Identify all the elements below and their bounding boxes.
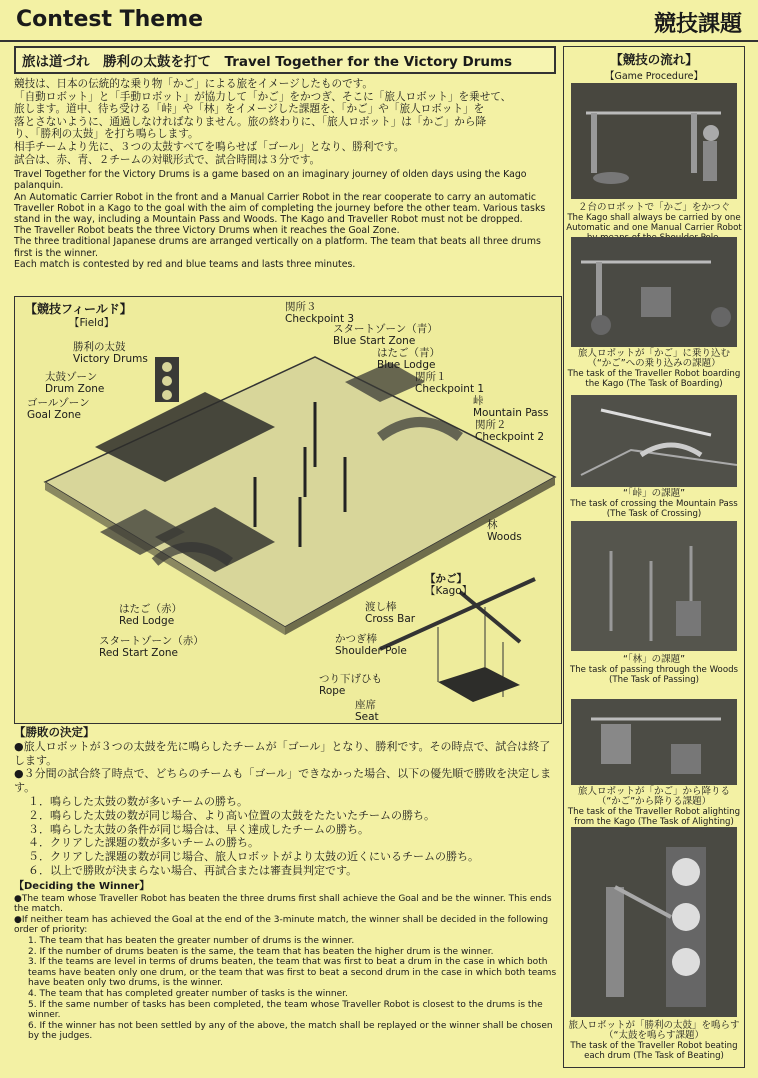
procedure-photo-alighting bbox=[571, 699, 737, 785]
procedure-caption-5 bbox=[566, 787, 742, 827]
label-jp: 峠 bbox=[473, 395, 484, 407]
procedure-caption-2 bbox=[566, 349, 742, 389]
intro-en-line: An Automatic Carrier Robot in the front and a Manual Carrier Robot in the rear cooperate to carry an automatic Traveller Robot in a Kago to the goal with the aim of completing the journey before the other team. Various tasks stand in the way, including a Mountain Pass and Woods. The Kago and Traveller Robot must not be dropped. bbox=[14, 191, 546, 225]
rules-en-item: 5. If the same number of tasks has been completed, the team whose Traveller Robot is closest to the drums is the winner. bbox=[28, 999, 543, 1021]
label-jp: 太鼓ゾーン bbox=[45, 371, 98, 383]
intro-jp-line: 相手チームより先に、３つの太鼓すべてを鳴らせば「ゴール」となり、勝利です。 bbox=[14, 140, 405, 153]
rules-jp-item: ４．クリアした課題の数が多いチームの勝ち。 bbox=[28, 836, 259, 850]
label-jp: つり下げひも bbox=[319, 673, 382, 685]
intro-jp-line: り、「勝利の太鼓」を打ち鳴らします。 bbox=[14, 128, 199, 141]
label-en: Checkpoint 1 bbox=[415, 383, 485, 395]
caption-jp: 旅人ロボットが「かご」から降りる bbox=[577, 786, 730, 797]
caption-en: The task of the Traveller Robot alighting from the Kago (The Task of Alighting) bbox=[567, 807, 741, 827]
contest-theme-title: Contest Theme bbox=[16, 7, 204, 32]
label-en: 【Kago】 bbox=[425, 585, 473, 597]
intro-jp-line: 落とさないように、通過しなければなりません。旅の終わりに、「旅人ロボット」は「かご」から降 bbox=[14, 115, 487, 128]
label-jp: はたご（青） bbox=[377, 347, 440, 359]
rules-en-item: 3. If the teams are level in terms of drums beaten, the team that was first to beat a drum in the case in which both teams have beaten only one drum, or the team that was first to beat a second drum in the case in which both teams have beaten only two drums, is the winner. bbox=[28, 957, 557, 989]
drum-icon bbox=[162, 390, 172, 400]
label-en: Seat bbox=[355, 711, 379, 723]
drum-zone-label bbox=[45, 371, 104, 395]
caption-jp: （“太鼓を鳴らす課題） bbox=[604, 1030, 704, 1041]
procedure-photo-woods bbox=[571, 521, 737, 651]
procedure-sidebar bbox=[563, 46, 745, 1068]
procedure-photo-carrying bbox=[571, 83, 737, 199]
procedure-photo-boarding bbox=[571, 237, 737, 347]
intro-jp-line: 旅します。道中、待ち受ける「峠」や「林」をイメージした課題を、「かご」や「旅人ロボット」を bbox=[14, 103, 485, 116]
procedure-caption-6 bbox=[566, 1021, 742, 1061]
procedure-caption-3 bbox=[566, 489, 742, 519]
intro-jp-line: 試合は、赤、青、２チームの対戦形式で、試合時間は３分です。 bbox=[14, 153, 321, 166]
woods-icon bbox=[571, 521, 737, 651]
caption-en: The task of crossing the Mountain Pass (The Task of Crossing) bbox=[570, 499, 738, 519]
caption-jp: 旅人ロボットが「勝利の太鼓」を鳴らす bbox=[568, 1020, 740, 1031]
caption-jp: “「林」の課題” bbox=[622, 654, 686, 665]
caption-jp: ２台のロボットで「かご」をかつぐ bbox=[577, 202, 730, 213]
label-en: Cross Bar bbox=[365, 613, 416, 625]
cross-bar-label bbox=[365, 601, 415, 625]
label-jp: 関所３ bbox=[285, 301, 317, 313]
intro-heading: 旅は道づれ 勝利の太鼓を打て Travel Together for the Victory Drums bbox=[14, 46, 556, 74]
label-en: Blue Lodge bbox=[377, 359, 436, 371]
rules-jp-bullet: ●３分間の試合終了時点で、どちらのチームも「ゴール」できなかった場合、以下の優先順で勝敗を決定します。 bbox=[14, 767, 552, 795]
label-en: Mountain Pass bbox=[473, 407, 549, 419]
rules-en-bullet: ●The team whose Traveller Robot has beaten the three drums first shall achieve the Goal and be the winner. This ends the match. bbox=[14, 893, 552, 915]
caption-en: The task of the Traveller Robot boarding the Kago (The Task of Boarding) bbox=[567, 369, 741, 389]
seat-shape bbox=[438, 667, 520, 702]
rules-jp-item: ５．クリアした課題の数が同じ場合、旅人ロボットがより太鼓の近くにいるチームの勝ち。 bbox=[28, 850, 479, 864]
label-en: Victory Drums bbox=[73, 353, 148, 365]
checkpoint3-label bbox=[285, 301, 354, 325]
procedure-title-en: 【Game Procedure】 bbox=[604, 71, 704, 82]
rules-en-bullet: ●If neither team has achieved the Goal at the end of the 3-minute match, the winner shall be decided in the following order of priority: bbox=[14, 914, 549, 936]
seat-label bbox=[355, 699, 379, 723]
intro-jp-line: 「自動ロボット」と「手動ロボット」が協力して「かご」をかつぎ、そこに「旅人ロボット」を乗せて、 bbox=[14, 90, 512, 103]
intro-en-line: Each match is contested by red and blue teams and lasts three minutes. bbox=[14, 258, 356, 270]
rules-jp-item: ２．鳴らした太鼓の数が同じ場合、より高い位置の太鼓をたたいたチームの勝ち。 bbox=[28, 808, 435, 822]
label-en: Drum Zone bbox=[45, 383, 105, 395]
label-en: Woods bbox=[487, 531, 522, 543]
label-en: Red Start Zone bbox=[99, 647, 179, 659]
drum-icon bbox=[162, 362, 172, 372]
caption-jp: （“かご”への乗り込みの課題） bbox=[587, 358, 721, 369]
rules-section bbox=[14, 726, 558, 1042]
caption-en: The task of passing through the Woods (The Task of Passing) bbox=[569, 665, 739, 685]
victory-drums-icon bbox=[571, 827, 737, 1017]
boarding-icon bbox=[571, 237, 737, 347]
blue-start-label bbox=[333, 323, 438, 347]
procedure-title-jp: 【競技の流れ】 bbox=[610, 52, 698, 67]
field-title-jp: 【競技フィールド】 bbox=[25, 302, 132, 316]
mountain-pass-icon bbox=[571, 395, 737, 487]
checkpoint1-label bbox=[415, 371, 484, 395]
intro-section bbox=[14, 46, 556, 270]
rules-en-item: 2. If the number of drums beaten is the same, the team that has beaten the higher drum is the winner. bbox=[28, 946, 494, 957]
label-jp: かつぎ棒 bbox=[335, 633, 377, 645]
woods-label bbox=[487, 519, 522, 543]
rules-en-item: 1. The team that has beaten the greater number of drums is the winner. bbox=[28, 935, 355, 946]
intro-en bbox=[14, 169, 556, 270]
label-jp: スタートゾーン（赤） bbox=[99, 635, 204, 647]
label-en: Red Lodge bbox=[119, 615, 175, 627]
intro-jp-line: 競技は、日本の伝統的な乗り物「かご」による旅をイメージしたものです。 bbox=[14, 78, 374, 90]
shoulder-pole-label bbox=[335, 633, 407, 657]
rope-label bbox=[319, 673, 382, 697]
field-diagram bbox=[14, 296, 562, 724]
field-title-en: 【Field】 bbox=[69, 317, 115, 329]
label-en: Shoulder Pole bbox=[335, 645, 407, 657]
caption-jp: 旅人ロボットが「かご」に乗り込む bbox=[577, 348, 730, 359]
robots-carrying-icon bbox=[571, 83, 737, 199]
alighting-icon bbox=[571, 699, 737, 785]
label-jp: ゴールゾーン bbox=[27, 397, 90, 409]
intro-en-line: The Traveller Robot beats the three Victory Drums when it reaches the Goal Zone. bbox=[14, 225, 400, 237]
label-jp: スタートゾーン（青） bbox=[333, 323, 438, 335]
intro-en-line: Travel Together for the Victory Drums is a game based on an imaginary journey of olden days using the Kago palanquin. bbox=[14, 169, 527, 192]
caption-jp: “「峠」の課題” bbox=[622, 488, 686, 499]
label-jp: はたご（赤） bbox=[119, 603, 182, 615]
rules-jp-item: １．鳴らした太鼓の数が多いチームの勝ち。 bbox=[28, 794, 248, 808]
red-lodge-label bbox=[119, 603, 182, 627]
label-jp: 座席 bbox=[355, 699, 376, 711]
procedure-photo-crossing bbox=[571, 395, 737, 487]
drum-icon bbox=[162, 376, 172, 386]
rules-heading-jp: 【勝敗の決定】 bbox=[14, 725, 95, 739]
intro-jp bbox=[14, 78, 556, 166]
rules-jp-item: ６．以上で勝敗が決まらない場合、再試合または審査員判定です。 bbox=[28, 863, 358, 877]
checkpoint2-label bbox=[475, 419, 544, 443]
victory-drums-label bbox=[73, 341, 148, 365]
label-en: Checkpoint 3 bbox=[285, 313, 355, 325]
goal-zone-label bbox=[27, 397, 90, 421]
label-jp: 関所１ bbox=[415, 371, 447, 383]
page-header bbox=[0, 0, 758, 42]
procedure-photo-beating bbox=[571, 827, 737, 1017]
label-jp: 関所２ bbox=[475, 419, 507, 431]
label-jp: 渡し棒 bbox=[365, 601, 397, 613]
label-en: Goal Zone bbox=[27, 409, 81, 421]
label-en: Blue Start Zone bbox=[333, 335, 416, 347]
caption-en: The task of the Traveller Robot beating each drum (The Task of Beating) bbox=[570, 1041, 738, 1061]
label-en: Rope bbox=[319, 685, 346, 697]
mountain-pass-label bbox=[473, 395, 549, 419]
contest-theme-title-jp: 競技課題 bbox=[653, 12, 742, 37]
rules-jp-item: ３．鳴らした太鼓の条件が同じ場合は、早く達成したチームの勝ち。 bbox=[28, 822, 369, 836]
label-jp: 【かご】 bbox=[425, 573, 467, 585]
rules-jp-bullet: ●旅人ロボットが３つの太鼓を先に鳴らしたチームが「ゴール」となり、勝利です。その時点で、試合は終了します。 bbox=[14, 739, 551, 767]
rules-heading-en: 【Deciding the Winner】 bbox=[14, 880, 150, 892]
red-start-label bbox=[99, 635, 204, 659]
rules-en-item: 4. The team that has completed greater number of tasks is the winner. bbox=[28, 988, 348, 999]
caption-jp: （“かご”から降りる課題） bbox=[596, 796, 712, 807]
kago-title bbox=[425, 573, 472, 597]
blue-lodge-label bbox=[377, 347, 440, 371]
label-en: Checkpoint 2 bbox=[475, 431, 545, 443]
intro-en-line: The three traditional Japanese drums are arranged vertically on a platform. The team that beats all three drums first is the winner. bbox=[14, 236, 541, 259]
rules-en-item: 6. If the winner has not been settled by any of the above, the match shall be replayed or the winner shall be chosen by the judges. bbox=[28, 1020, 553, 1042]
caption-en: The Kago shall always be carried by one Automatic and one Manual Carrier Robot bbox=[566, 213, 742, 233]
procedure-caption-4 bbox=[566, 655, 742, 685]
label-jp: 林 bbox=[487, 519, 498, 531]
label-jp: 勝利の太鼓 bbox=[73, 341, 126, 353]
